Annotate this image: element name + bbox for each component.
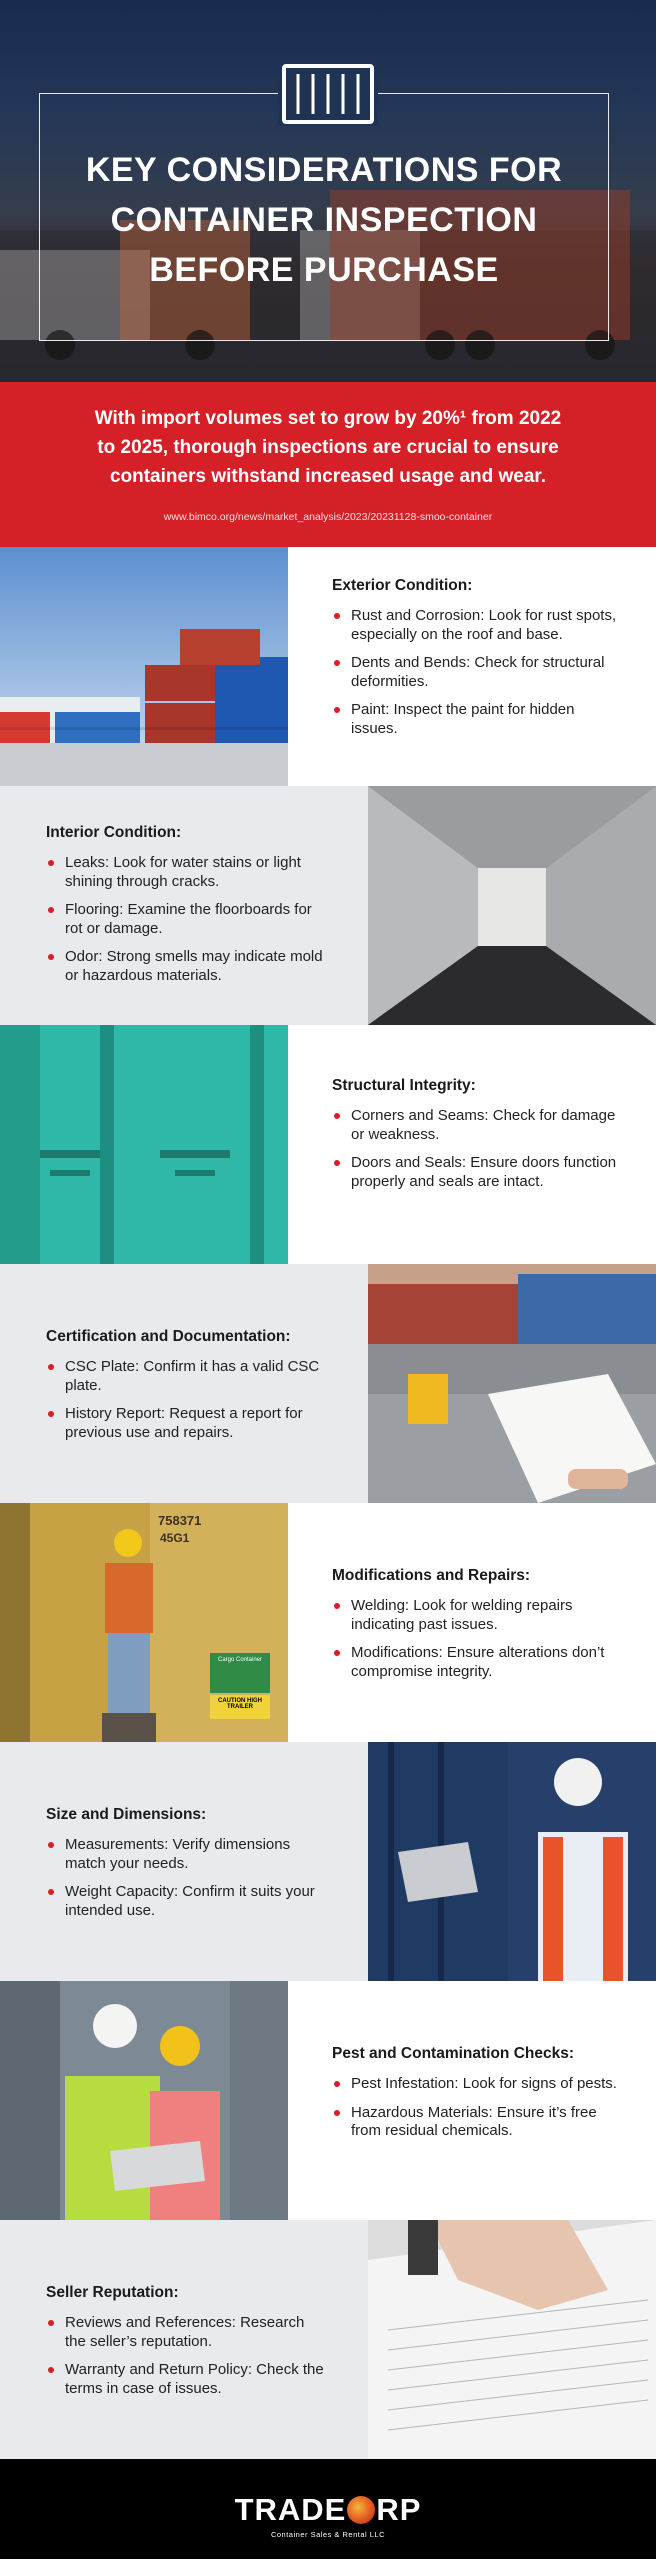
bullet-dot <box>334 1113 340 1119</box>
logo-tagline: Container Sales & Rental LLC <box>270 2530 386 2539</box>
list-item <box>332 701 622 738</box>
hero-header <box>0 0 656 382</box>
section-modifications-repairs <box>0 1503 656 1742</box>
bullet-dot <box>334 613 340 619</box>
title-line-3: BEFORE PURCHASE <box>149 251 499 289</box>
list-item-text: Paint: Inspect the paint for hidden issues. <box>351 701 575 737</box>
section-heading: Structural Integrity: <box>332 1077 476 1094</box>
list-item-text: Measurements: Verify dimensions match your needs. <box>65 1836 291 1872</box>
banner-line-1: With import volumes set to grow by 20%¹ from 2022 <box>94 408 562 429</box>
section-heading: Pest and Contamination Checks: <box>332 2045 575 2062</box>
list-item-text: Leaks: Look for water stains or light shining through cracks. <box>65 854 301 890</box>
logo-text-left: TRADE <box>234 2492 347 2527</box>
list-item-text: CSC Plate: Confirm it has a valid CSC plate. <box>65 1358 320 1394</box>
container-number-label: 758371 <box>158 1513 202 1528</box>
section-certification-documentation <box>0 1264 656 1503</box>
section-text <box>46 1806 328 1930</box>
list-item-text: Corners and Seams: Check for damage or weakness. <box>351 1107 616 1143</box>
list-item <box>332 2104 622 2141</box>
banner-statement <box>48 404 608 491</box>
list-item <box>46 1358 328 1395</box>
footer <box>0 2459 656 2559</box>
section-text <box>332 2045 622 2151</box>
list-item-text: Hazardous Materials: Ensure it’s free from residual chemicals. <box>351 2103 597 2139</box>
list-item <box>332 654 622 691</box>
section-text <box>332 577 622 748</box>
list-item <box>46 2314 328 2351</box>
list-item <box>46 2361 328 2398</box>
list-item-text: Weight Capacity: Confirm it suits your intended use. <box>65 1883 315 1919</box>
list-item <box>46 1883 328 1920</box>
list-item <box>332 1107 622 1144</box>
section-heading: Interior Condition: <box>46 824 182 841</box>
bullet-dot <box>334 1160 340 1166</box>
bullet-dot <box>48 2320 54 2326</box>
section-interior-condition <box>0 786 656 1025</box>
bullet-dot <box>48 1842 54 1848</box>
section-text <box>46 1328 328 1452</box>
brand-logo <box>0 2492 656 2528</box>
photo-two-inspectors <box>0 1981 288 2220</box>
bullet-dot <box>48 907 54 913</box>
photo-teal-container-doors <box>0 1025 288 1264</box>
stat-banner <box>0 382 656 547</box>
source-citation: www.bimco.org/news/market_analysis/2023/20231128-smoo-container <box>163 511 493 523</box>
section-heading: Size and Dimensions: <box>46 1806 207 1823</box>
section-exterior-condition <box>0 547 656 786</box>
list-item-text: Warranty and Return Policy: Check the terms in case of issues. <box>65 2361 324 2397</box>
bullet-dot <box>334 2110 340 2116</box>
list-item <box>332 1154 622 1191</box>
list-item <box>332 2075 622 2094</box>
section-size-dimensions <box>0 1742 656 1981</box>
shipping-container-icon <box>278 62 378 126</box>
bullet-dot <box>48 1411 54 1417</box>
photo-engineer-laptop <box>368 1742 656 1981</box>
banner-line-3: containers withstand increased usage and wear. <box>109 466 547 487</box>
section-seller-reputation <box>0 2220 656 2459</box>
list-item-text: Doors and Seals: Ensure doors function properly and seals are intact. <box>351 1154 617 1190</box>
list-item-text: Dents and Bends: Check for structural deformities. <box>351 654 605 690</box>
list-item-text: Reviews and References: Research the seller’s reputation. <box>65 2314 305 2350</box>
list-item <box>332 607 622 644</box>
bullet-dot <box>48 1364 54 1370</box>
sticker-text: Cargo Container <box>217 1657 263 1663</box>
bullet-dot <box>334 1650 340 1656</box>
photo-stacked-containers <box>0 547 288 786</box>
photo-document-hand <box>368 2220 656 2459</box>
title-line-1: KEY CONSIDERATIONS FOR <box>85 151 563 189</box>
list-item <box>46 948 328 985</box>
list-item <box>332 1644 622 1681</box>
section-text <box>332 1567 622 1691</box>
section-pest-contamination <box>0 1981 656 2220</box>
container-code-label: 45G1 <box>160 1531 190 1545</box>
list-item-text: History Report: Request a report for previous use and repairs. <box>65 1405 303 1441</box>
list-item-text: Rust and Corrosion: Look for rust spots, especially on the roof and base. <box>351 607 617 643</box>
section-heading: Seller Reputation: <box>46 2284 179 2301</box>
section-structural-integrity <box>0 1025 656 1264</box>
bullet-dot <box>48 860 54 866</box>
list-item <box>46 901 328 938</box>
list-item-text: Pest Infestation: Look for signs of pests. <box>351 2075 617 2092</box>
bullet-dot <box>48 1889 54 1895</box>
section-text <box>46 824 328 995</box>
photo-clipboard-port <box>368 1264 656 1503</box>
section-heading: Exterior Condition: <box>332 577 473 594</box>
list-item-text: Flooring: Examine the floorboards for rot or damage. <box>65 901 312 937</box>
list-item-text: Welding: Look for welding repairs indicating past issues. <box>351 1597 573 1633</box>
section-text <box>46 2284 328 2408</box>
list-item <box>332 1597 622 1634</box>
bullet-dot <box>334 707 340 713</box>
bullet-dot <box>48 2367 54 2373</box>
section-text <box>332 1077 622 1201</box>
bullet-dot <box>334 660 340 666</box>
bullet-dot <box>334 2081 340 2087</box>
section-heading: Modifications and Repairs: <box>332 1567 531 1584</box>
list-item-text: Modifications: Ensure alterations don’t compromise integrity. <box>351 1644 605 1680</box>
page-title <box>39 145 609 295</box>
globe-icon <box>347 2496 375 2524</box>
list-item <box>46 1405 328 1442</box>
list-item <box>46 1836 328 1873</box>
logo-text-right: RP <box>376 2492 422 2527</box>
photo-container-interior <box>368 786 656 1025</box>
caution-sticker-text: CAUTION HIGH TRAILER <box>218 1698 262 1710</box>
list-item-text: Odor: Strong smells may indicate mold or hazardous materials. <box>65 948 323 984</box>
photo-worker-yellow-container <box>0 1503 288 1742</box>
section-heading: Certification and Documentation: <box>46 1328 291 1345</box>
bullet-dot <box>334 1603 340 1609</box>
title-line-2: CONTAINER INSPECTION <box>110 201 538 239</box>
bullet-dot <box>48 954 54 960</box>
list-item <box>46 854 328 891</box>
banner-line-2: to 2025, thorough inspections are crucial to ensure <box>97 437 559 458</box>
